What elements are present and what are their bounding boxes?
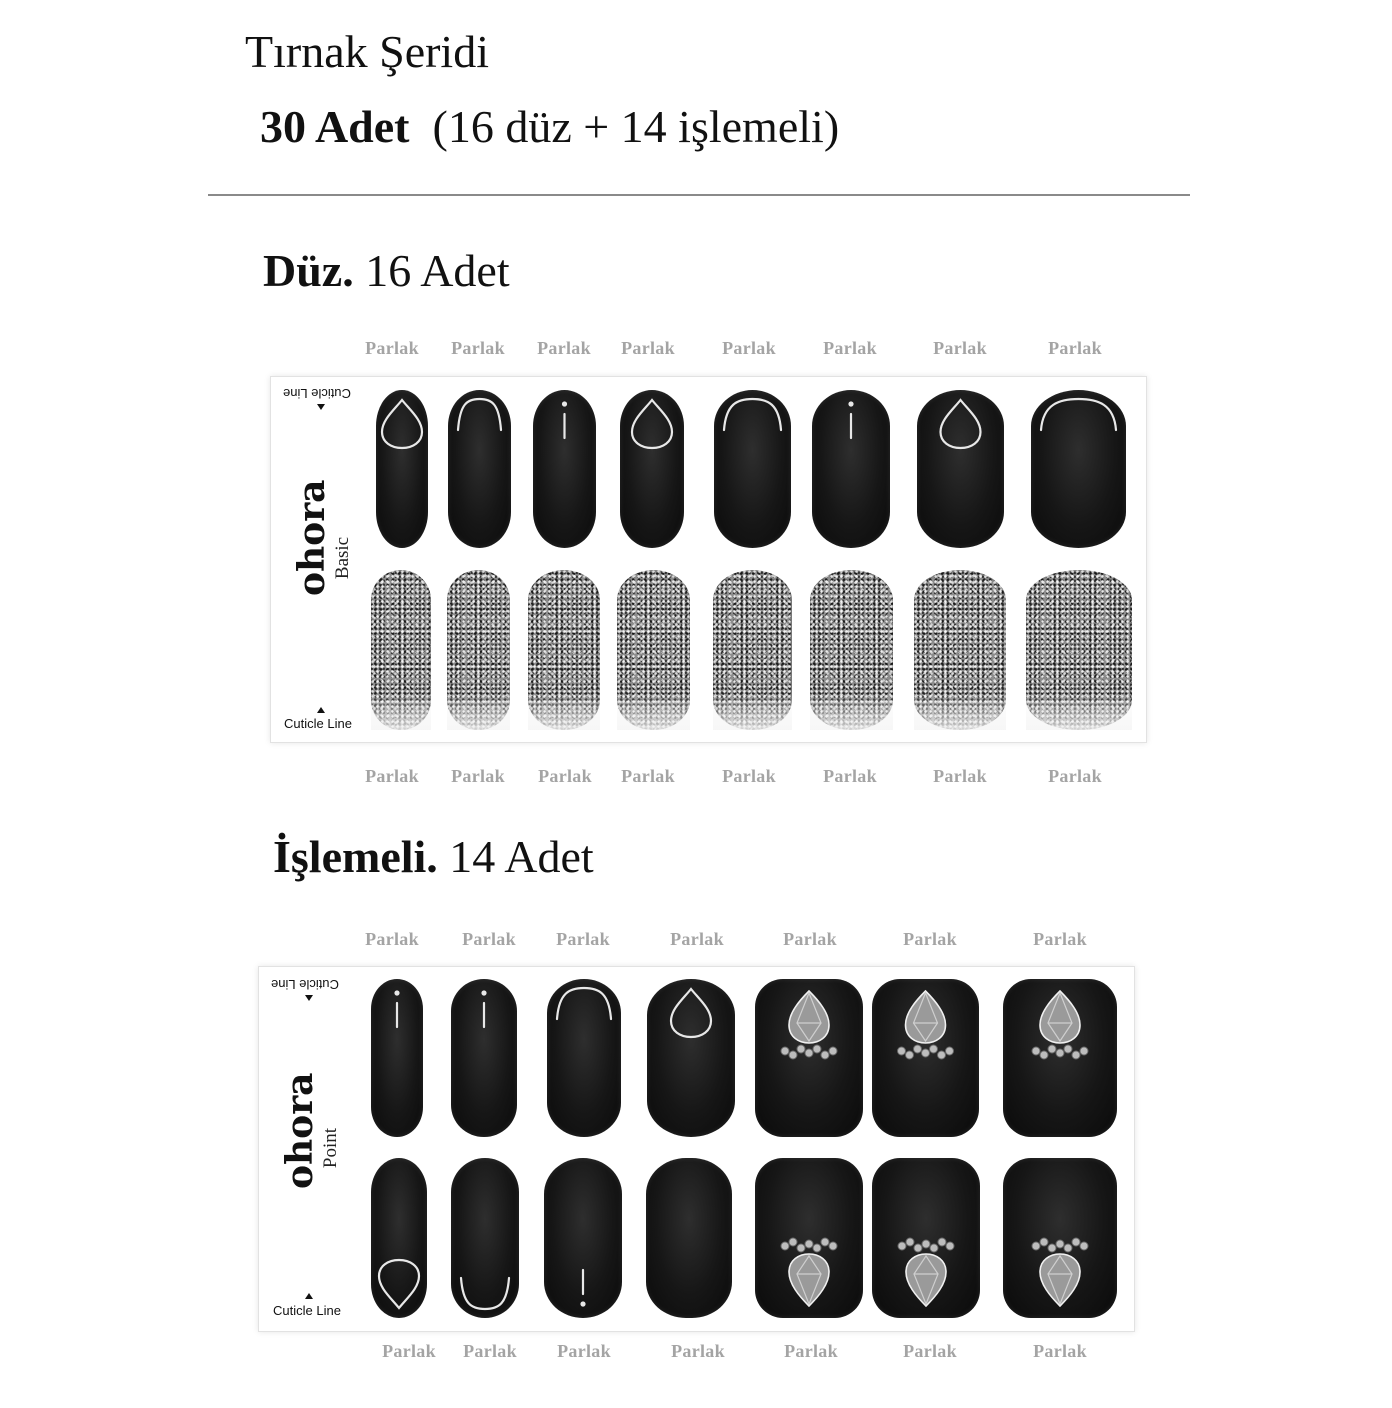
nail-sticker-glitter [713,570,792,730]
nail-sticker-plain [544,1158,622,1318]
finish-label: Parlak [621,766,675,786]
finish-label: Parlak [1048,338,1102,358]
nail-sticker-plain [376,390,428,548]
nail-sticker-glitter [810,570,893,730]
nail-sticker-plain [646,1158,732,1318]
finish-label: Parlak [722,766,776,786]
product-line-label: Point [320,1127,341,1169]
cuticle-arrow-down-icon [305,995,313,1001]
cuticle-line-label-bottom: Cuticle Line [284,716,352,731]
section-plain-title-bold: Düz. [263,245,354,296]
nail-sticker-glitter [617,570,690,730]
nail-sticker-plain [647,979,735,1137]
finish-label: Parlak [463,1341,517,1361]
cuticle-line-label-top: Cuticle Line [283,386,351,401]
finish-label: Parlak [451,766,505,786]
nail-sticker-plain [917,390,1004,548]
page-title: Tırnak Şeridi [245,26,489,77]
nail-shine [810,692,893,730]
nail-sticker-plain [371,1158,427,1318]
nail-sticker-glitter [447,570,510,730]
section-plain-title-count: 16 Adet [365,245,510,296]
finish-label: Parlak [621,338,675,358]
brand-logo: ohora [279,1072,321,1189]
finish-label: Parlak [365,929,419,949]
brand-logo: ohora [291,479,333,596]
nail-sticker-plain [451,979,517,1137]
nail-sticker-glitter [528,570,600,730]
finish-label: Parlak [462,929,516,949]
finish-label: Parlak [903,929,957,949]
nail-shine [713,692,792,730]
finish-label: Parlak [823,338,877,358]
nail-sticker-plain [547,979,621,1137]
nail-sticker-plain [371,979,423,1137]
finish-label: Parlak [823,766,877,786]
finish-label: Parlak [671,1341,725,1361]
nail-sticker-rhinestone [755,979,863,1137]
piece-count [260,100,839,154]
nail-shine [371,692,431,730]
divider [208,194,1190,196]
cuticle-line-label-bottom: Cuticle Line [273,1303,341,1318]
finish-label: Parlak [538,766,592,786]
cuticle-arrow-up-icon [305,1293,313,1299]
finish-label: Parlak [451,338,505,358]
cuticle-arrow-up-icon [317,707,325,713]
nail-sticker-plain [812,390,890,548]
section-plain-title [263,244,510,298]
nail-sticker-plain [451,1158,519,1318]
nail-sticker-rhinestone [1003,979,1117,1137]
nail-sticker-rhinestone [872,979,979,1137]
finish-label: Parlak [1033,929,1087,949]
finish-label: Parlak [1033,1341,1087,1361]
finish-label: Parlak [365,338,419,358]
finish-label: Parlak [556,929,610,949]
nail-shine [914,692,1006,730]
finish-label: Parlak [365,766,419,786]
finish-label: Parlak [382,1341,436,1361]
cuticle-arrow-down-icon [317,404,325,410]
finish-label: Parlak [903,1341,957,1361]
nail-sticker-plain [1031,390,1126,548]
finish-label: Parlak [722,338,776,358]
piece-count-total: 30 Adet [260,101,410,152]
finish-label: Parlak [557,1341,611,1361]
piece-count-detail: (16 düz + 14 işlemeli) [432,101,840,152]
nail-shine [617,692,690,730]
nail-sticker-plain [714,390,791,548]
nail-sheet-basic [270,376,1147,743]
product-line-label: Basic [332,536,353,580]
nail-sticker-glitter [1026,570,1132,730]
finish-label: Parlak [783,929,837,949]
finish-label: Parlak [933,766,987,786]
section-decorated-title [273,830,594,884]
nail-sticker-glitter [914,570,1006,730]
nail-shine [528,692,600,730]
nail-sticker-plain [533,390,596,548]
section-decorated-title-bold: İşlemeli. [273,831,438,882]
nail-sticker-rhinestone [755,1158,863,1318]
nail-shine [1026,692,1132,730]
nail-sheet-point [258,966,1135,1332]
finish-label: Parlak [670,929,724,949]
finish-label: Parlak [1048,766,1102,786]
cuticle-line-label-top: Cuticle Line [271,977,339,992]
nail-sticker-glitter [371,570,431,730]
finish-label: Parlak [537,338,591,358]
nail-sticker-rhinestone [1003,1158,1117,1318]
nail-shine [447,692,510,730]
nail-sticker-rhinestone [872,1158,980,1318]
finish-label: Parlak [784,1341,838,1361]
nail-sticker-plain [448,390,511,548]
section-decorated-title-count: 14 Adet [449,831,594,882]
nail-sticker-plain [620,390,684,548]
finish-label: Parlak [933,338,987,358]
